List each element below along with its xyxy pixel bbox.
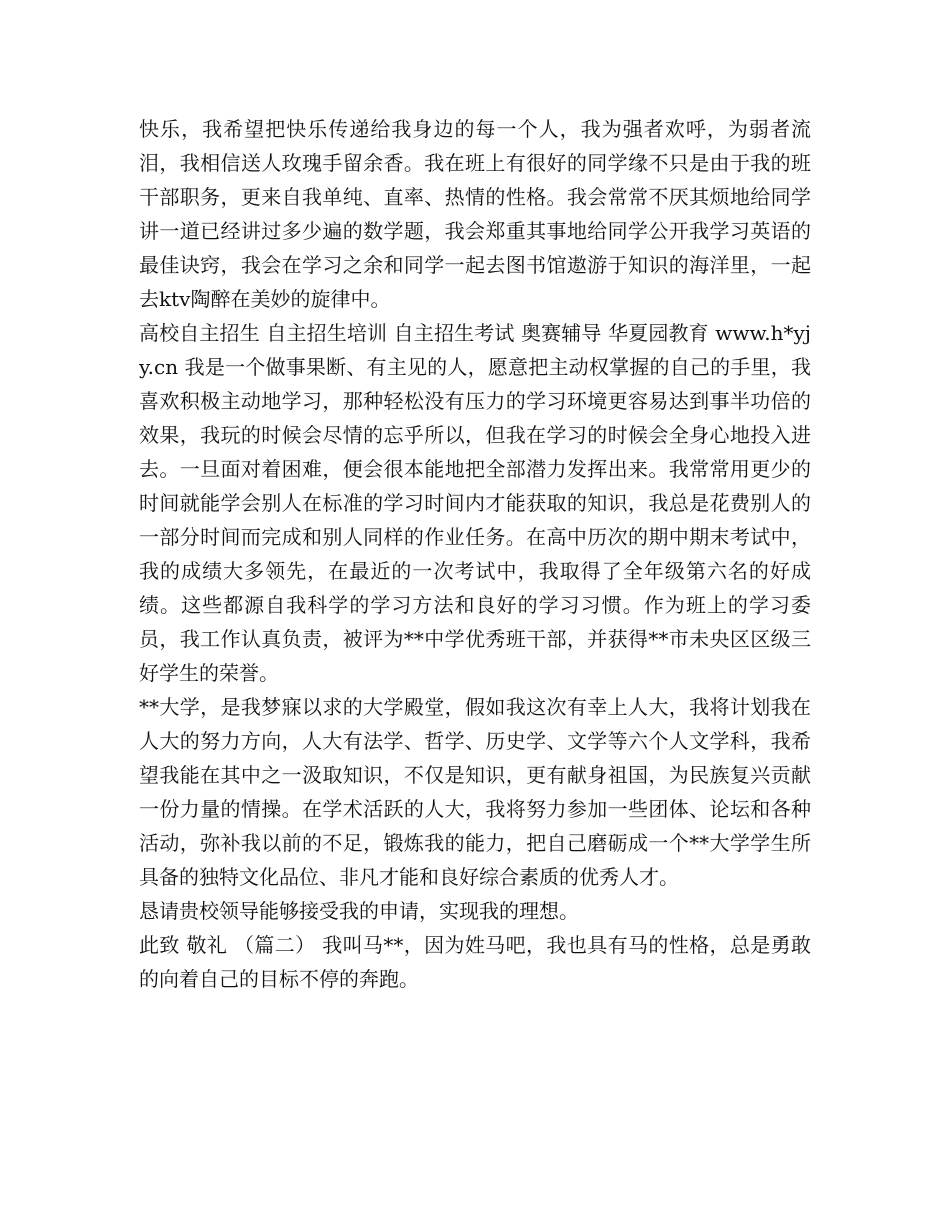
paragraph-1: 快乐，我希望把快乐传递给我身边的每一个人，我为强者欢呼，为弱者流泪，我相信送人玫瑰手留余香。我在班上有很好的同学缘不只是由于我的班干部职务，更来自我单纯、直率、热情的性格。我会常常不厌其烦地给同学讲一道已经讲过多少遍的数学题，我会郑重其事地给同学公开我学习英语的最佳诀窍，我会在学习之余和同学一起去图书馆遨游于知识的海洋里，一起去ktv陶醉在美妙的旋律中。 (139, 117, 811, 311)
paragraph-3: **大学，是我梦寐以求的大学殿堂，假如我这次有幸上人大，我将计划我在人大的努力方向，人大有法学、哲学、历史学、文学等六个人文学科，我希望我能在其中之一汲取知识，不仅是知识，更有献身祖国，为民族复兴贡献一份力量的情操。在学术活跃的人大，我将努力参加一些团体、论坛和各种活动，弥补我以前的不足，锻炼我的能力，把自己磨砺成一个**大学学生所具备的独特文化品位、非凡才能和良好综合素质的优秀人才。 (139, 695, 811, 889)
paragraph-4: 恳请贵校领导能够接受我的申请，实现我的理想。 (139, 899, 579, 923)
paragraph-2: 高校自主招生 自主招生培训 自主招生考试 奥赛辅导 华夏园教育 www.h*yjy.cn 我是一个做事果断、有主见的人，愿意把主动权掌握的自己的手里，我喜欢积极主动地学习，那种轻松没有压力的学习环境更容易达到事半功倍的效果，我玩的时候会尽情的忘乎所以，但我在学习的时候会全身心地投入进去。一旦面对着困难，便会很本能地把全部潜力发挥出来。我常常用更少的时间就能学会别人在标准的学习时间内才能获取的知识，我总是花费别人的一部分时间而完成和别人同样的作业任务。在高中历次的期中期末考试中，我的成绩大多领先，在最近的一次考试中，我取得了全年级第六名的好成绩。这些都源自我科学的学习方法和良好的学习习惯。作为班上的学习委员，我工作认真负责，被评为**中学优秀班干部，并获得**市未央区区级三好学生的荣誉。 (139, 321, 811, 685)
document-page (139, 112, 811, 996)
paragraph-5: 此致 敬礼 （篇二） 我叫马**，因为姓马吧，我也具有马的性格，总是勇敢的向着自己的目标不停的奔跑。 (139, 933, 811, 991)
